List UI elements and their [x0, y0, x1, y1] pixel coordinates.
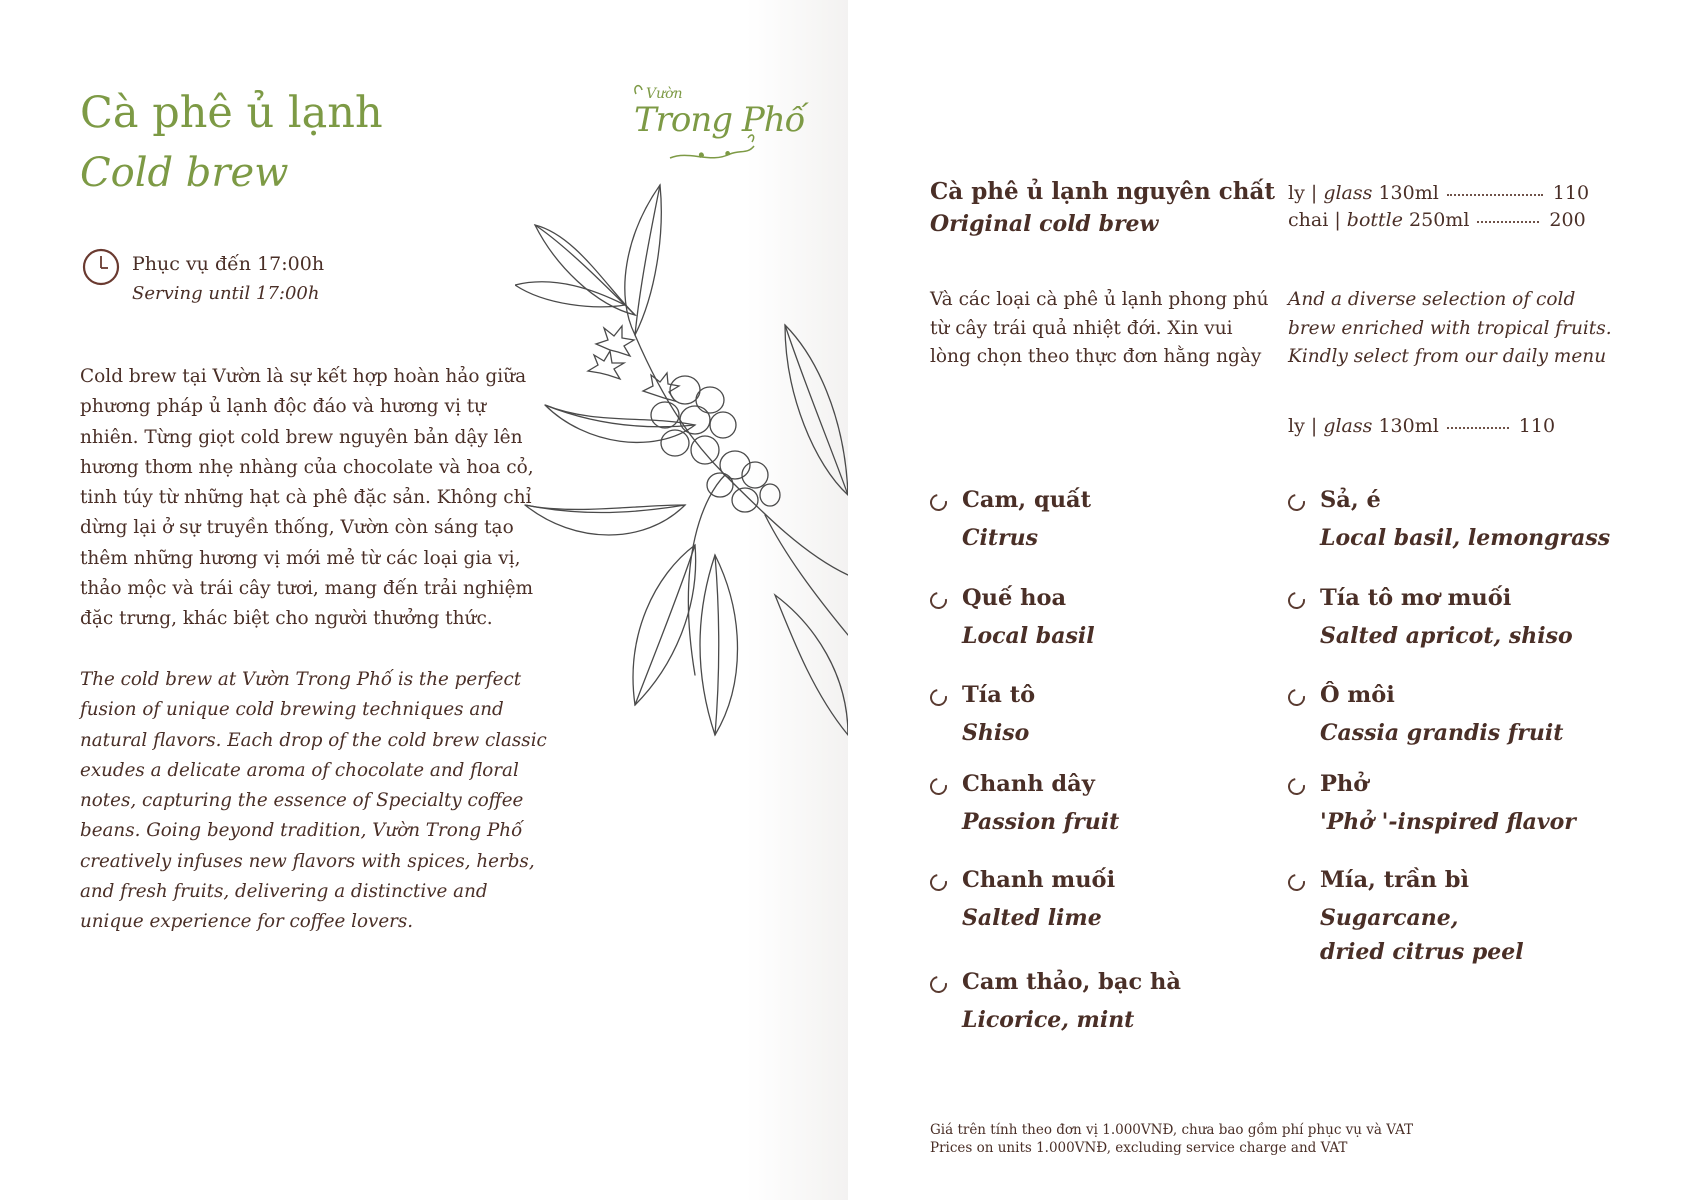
price-leader	[1447, 427, 1509, 429]
flavor-name-en: Cassia grandis fruit	[1320, 720, 1564, 746]
coffee-branch-illustration	[515, 175, 848, 775]
logo-text-small: Vườn	[646, 86, 683, 102]
flavor-name-en: 'Phở '-inspired flavor	[1320, 809, 1576, 835]
unit-en: bottle	[1346, 209, 1403, 231]
flavor-name-vi: Cam, quất	[962, 487, 1092, 513]
unit-size: 130ml	[1378, 182, 1439, 204]
flavor-name-vi: Tía tô mơ muối	[1320, 585, 1512, 611]
price-row-variety	[1288, 415, 1555, 437]
footnote-vi: Giá trên tính theo đơn vị 1.000VNĐ, chưa bao gồm phí phục vụ và VAT	[930, 1122, 1414, 1138]
price-value: 110	[1552, 182, 1590, 204]
unit-separator: |	[1310, 182, 1318, 204]
flavor-name-vi: Tía tô	[962, 682, 1036, 708]
flavor-name-vi: Mía, trần bì	[1320, 867, 1469, 893]
variety-description-vi: Và các loại cà phê ủ lạnh phong phú từ cây trái quả nhiệt đới. Xin vui lòng chọn theo thực đơn hằng ngày	[930, 289, 1269, 367]
flavor-name-vi: Quế hoa	[962, 585, 1067, 611]
unit-size: 250ml	[1409, 209, 1470, 231]
flavor-name-en: Passion fruit	[962, 809, 1120, 835]
flavor-name-en: Licorice, mint	[962, 1007, 1135, 1033]
variety-description-en: And a diverse selection of cold brew enriched with tropical fruits. Kindly select from our daily menu	[1288, 289, 1612, 367]
brand-logo	[630, 80, 805, 170]
flavor-name-en: Sugarcane,	[1320, 905, 1459, 931]
clock-icon	[82, 248, 120, 286]
price-value: 200	[1549, 209, 1586, 231]
page-title-en: Cold brew	[80, 150, 289, 196]
unit-separator: |	[1334, 209, 1341, 231]
price-leader	[1447, 194, 1543, 196]
flavor-name-en: Local basil, lemongrass	[1320, 525, 1611, 551]
original-cold-brew-name-vi: Cà phê ủ lạnh nguyên chất	[930, 178, 1275, 205]
description-en: The cold brew at Vườn Trong Phố is the perfect fusion of unique cold brewing techniques and natural flavors. Each drop of the cold brew classic exudes a delicate aroma of chocolate and floral notes, capturing the essence of Specialty coffee beans. Going beyond tradition, Vườn Trong Phố creatively infuses new flavors with spices, herbs, and fresh fruits, delivering a distinctive and unique experience for coffee lovers.	[80, 669, 547, 933]
description-vi: Cold brew tại Vườn là sự kết hợp hoàn hảo giữa phương pháp ủ lạnh độc đáo và hương vị tự nhiên. Từng giọt cold brew nguyên bản dậy lên hương thơm nhẹ nhàng của chocolate và hoa cỏ, tinh túy từ những hạt cà phê đặc sản. Không chỉ dừng lại ở sự truyền thống, Vườn còn sáng tạo thêm những hương vị mới mẻ từ các loại gia vị, thảo mộc và trái cây tươi, mang đến trải nghiệm đặc trưng, khác biệt cho người thưởng thức.	[80, 366, 534, 630]
flavor-name-en: Local basil	[962, 623, 1095, 649]
footnote-en: Prices on units 1.000VNĐ, excluding service charge and VAT	[930, 1140, 1348, 1156]
unit-en: glass	[1323, 415, 1373, 437]
unit-separator: |	[1310, 415, 1318, 437]
flavor-name-vi: Phở	[1320, 771, 1369, 797]
flavor-name-vi: Chanh dây	[962, 771, 1095, 797]
flavor-name-vi: Chanh muối	[962, 867, 1116, 893]
original-cold-brew-name-en: Original cold brew	[930, 211, 1159, 237]
flavor-name-vi: Cam thảo, bạc hà	[962, 969, 1181, 995]
price-value: 110	[1518, 415, 1556, 437]
flavor-name-en: Shiso	[962, 720, 1030, 746]
unit-size: 130ml	[1378, 415, 1439, 437]
unit-vi: ly	[1288, 182, 1305, 204]
price-leader	[1477, 221, 1539, 223]
logo-text-big: Trong Phố	[634, 100, 805, 140]
flavor-name-en-line2: dried citrus peel	[1320, 939, 1524, 965]
price-row-glass	[1288, 182, 1589, 204]
unit-vi: chai	[1288, 209, 1329, 231]
unit-en: glass	[1323, 182, 1373, 204]
page-title-vi: Cà phê ủ lạnh	[80, 88, 383, 138]
flavor-name-en: Salted lime	[962, 905, 1102, 931]
price-row-bottle	[1288, 209, 1586, 231]
flavor-name-vi: Sả, é	[1320, 487, 1381, 513]
flavor-name-en: Citrus	[962, 525, 1039, 551]
unit-vi: ly	[1288, 415, 1305, 437]
serving-hours-en: Serving until 17:00h	[132, 283, 320, 304]
serving-hours-vi: Phục vụ đến 17:00h	[132, 253, 325, 275]
flavor-name-vi: Ô môi	[1320, 682, 1395, 708]
flavor-name-en: Salted apricot, shiso	[1320, 623, 1573, 649]
